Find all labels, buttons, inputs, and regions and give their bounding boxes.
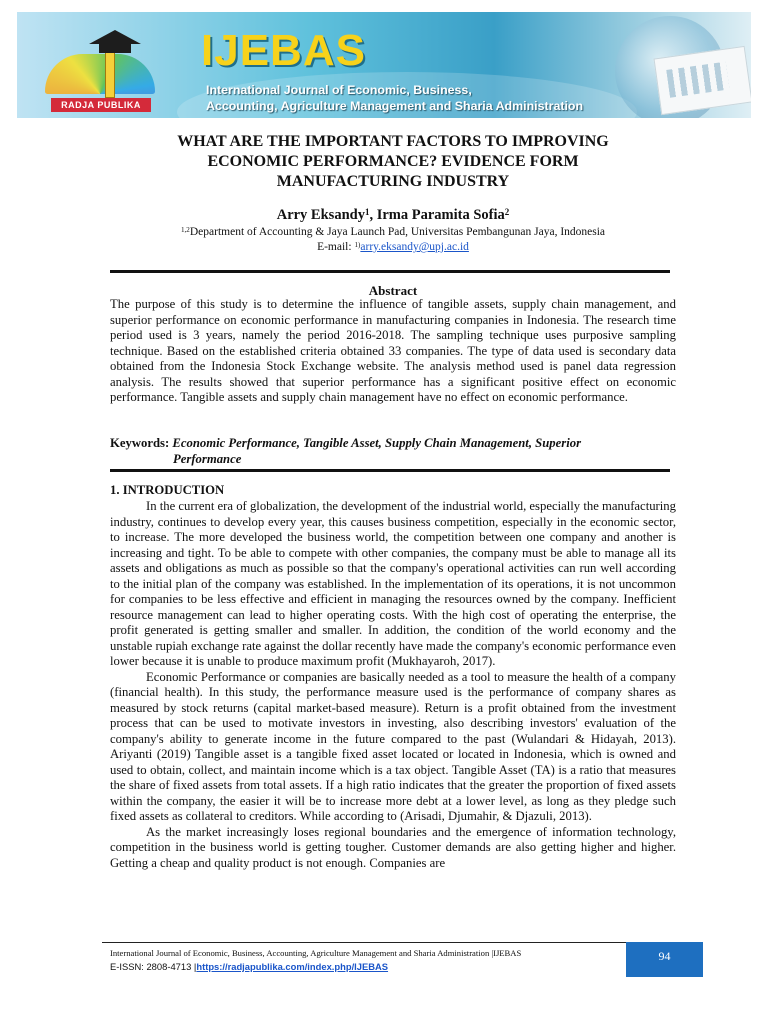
author-separator: ,	[369, 207, 377, 223]
email-superscript: 1)	[354, 240, 361, 249]
chart-paper-graphic	[653, 46, 751, 115]
page-number-box	[626, 942, 703, 977]
journal-full-name	[206, 82, 583, 114]
journal-name-line-2: Accounting, Agriculture Management and Sharia Administration	[206, 99, 584, 113]
section-heading-introduction: 1. INTRODUCTION	[110, 483, 225, 497]
paper-title	[110, 132, 676, 192]
footer-issn-line	[110, 961, 388, 972]
pencil-icon	[105, 52, 115, 98]
title-line-3: MANUFACTURING INDUSTRY	[276, 173, 510, 190]
abstract-text: The purpose of this study is to determine the influence of tangible assets, supply chain management, and superior performance on economic performance in manufacturing companies in Indonesia. The research time period used is 3 years, namely the period 2016-2018. The sampling technique uses purposive sampling technique. Based on the established criteria obtained 33 companies. The type of data used is secondary data obtained from the Indonesia Stock Exchange website. The analysis method used is panel data regression analysis. The results showed that superior performance has a significant positive effect on economic performance. Tangible assets and supply chain management have no effect on economic performance.	[110, 297, 676, 404]
footer-issn: E-ISSN: 2808-4713 |	[110, 961, 197, 972]
affiliation-superscript: 1,2	[180, 225, 190, 234]
abstract-body	[110, 297, 676, 406]
book-pages-icon	[45, 54, 155, 94]
introduction-body	[110, 499, 676, 871]
author-2-name: Irma Paramita Sofia	[376, 207, 505, 223]
abstract-bottom-rule	[110, 469, 670, 472]
graduation-cap-icon	[89, 30, 141, 44]
author-2-superscript: 2	[504, 206, 510, 217]
email-line	[110, 241, 676, 253]
page-number: 94	[658, 949, 671, 963]
footer-rule	[102, 942, 626, 943]
footer-journal-url[interactable]: https://radjapublika.com/index.php/IJEBAS	[196, 961, 389, 972]
footer-journal-name: International Journal of Economic, Business, Accounting, Agriculture Management and Sharia Administration |IJEBAS	[110, 948, 522, 958]
journal-abbreviation: IJEBAS	[201, 26, 366, 75]
logo-ribbon-text: RADJA PUBLIKA	[51, 98, 151, 112]
email-link[interactable]: arry.eksandy@upj.ac.id	[360, 241, 469, 253]
keywords-line-2: Performance	[173, 451, 242, 466]
abstract-heading: Abstract	[368, 283, 418, 298]
intro-paragraph-3: As the market increasingly loses regional boundaries and the emergence of information technology, competition in the business world is getting tougher. Customer demands are also getting higher and higher. Getting a cheap and quality product is not enough. Companies are	[110, 824, 676, 870]
radja-publika-logo	[37, 24, 162, 116]
email-label: E-mail:	[317, 241, 355, 253]
keywords	[110, 436, 676, 467]
affiliation	[110, 226, 676, 238]
author-1-name: Arry Eksandy	[276, 207, 365, 223]
keywords-line-1: Economic Performance, Tangible Asset, Supply Chain Management, Superior	[172, 436, 582, 450]
affiliation-text: Department of Accounting & Jaya Launch Pad, Universitas Pembangunan Jaya, Indonesia	[189, 226, 606, 238]
abstract-top-rule	[110, 270, 670, 273]
journal-banner	[17, 12, 751, 118]
keywords-label: Keywords:	[110, 436, 173, 450]
intro-paragraph-2: Economic Performance or companies are basically needed as a tool to measure the health of a company (financial health). In this study, the performance measure used is the performance of company shares as measured by stock returns (capital market-based measure). Return is a profit obtained from the investment process that can be used to motivate investors in investing, also describing investors' evaluation of the company's ability to generate income in the future compared to the past (Wulandari & Hidayah, 2013). Ariyanti (2019) Tangible asset is a tangible fixed asset located or located in Indonesia, which is owned and used to obtain, collect, and maintain income which is a tax object. Tangible Asset (TA) is a ratio that measures the share of fixed assets from total assets. If a high ratio indicates that the greater the proportion of fixed assets within the company, the easier it will be to increase more debt at a lower level, as long as they pledge such fixed assets as collateral to creditors. While according to (Arisadi, Djumahir, & Djazuli, 2013).	[110, 669, 676, 823]
intro-paragraph-1: In the current era of globalization, the development of the industrial world, especially the manufacturing industry, continues to develop every year, this causes business competition, especially in the economic sector, to increase. The more developed the business world, the competition between one company and another is increasing and tight. To be able to compete with other companies, the company must be able to manage all its assets and obligations as much as possible so that the company's operational activities can run well according to the initial plan of the company was established. In the implementation of its operations, it is not uncommon for companies to be less effective and efficient in managing the resources owned by the company. Inefficient resource management can lead to higher operating costs. With the high cost of operating the enterprise, the profit generated is getting smaller and smaller. In addition, the condition of the world economy and the unstable rupiah exchange rate against the dollar recently have made the company's economic performance even lower because it is unable to produce maximum profit (Mukhayaroh, 2017).	[110, 499, 676, 668]
author-list	[110, 207, 676, 224]
title-line-1: WHAT ARE THE IMPORTANT FACTORS TO IMPROVING	[177, 133, 609, 150]
author-1-superscript: 1	[364, 206, 370, 217]
graduation-cap-base	[99, 43, 131, 53]
title-line-2: ECONOMIC PERFORMANCE? EVIDENCE FORM	[207, 153, 579, 170]
journal-name-line-1: International Journal of Economic, Business,	[206, 83, 472, 97]
